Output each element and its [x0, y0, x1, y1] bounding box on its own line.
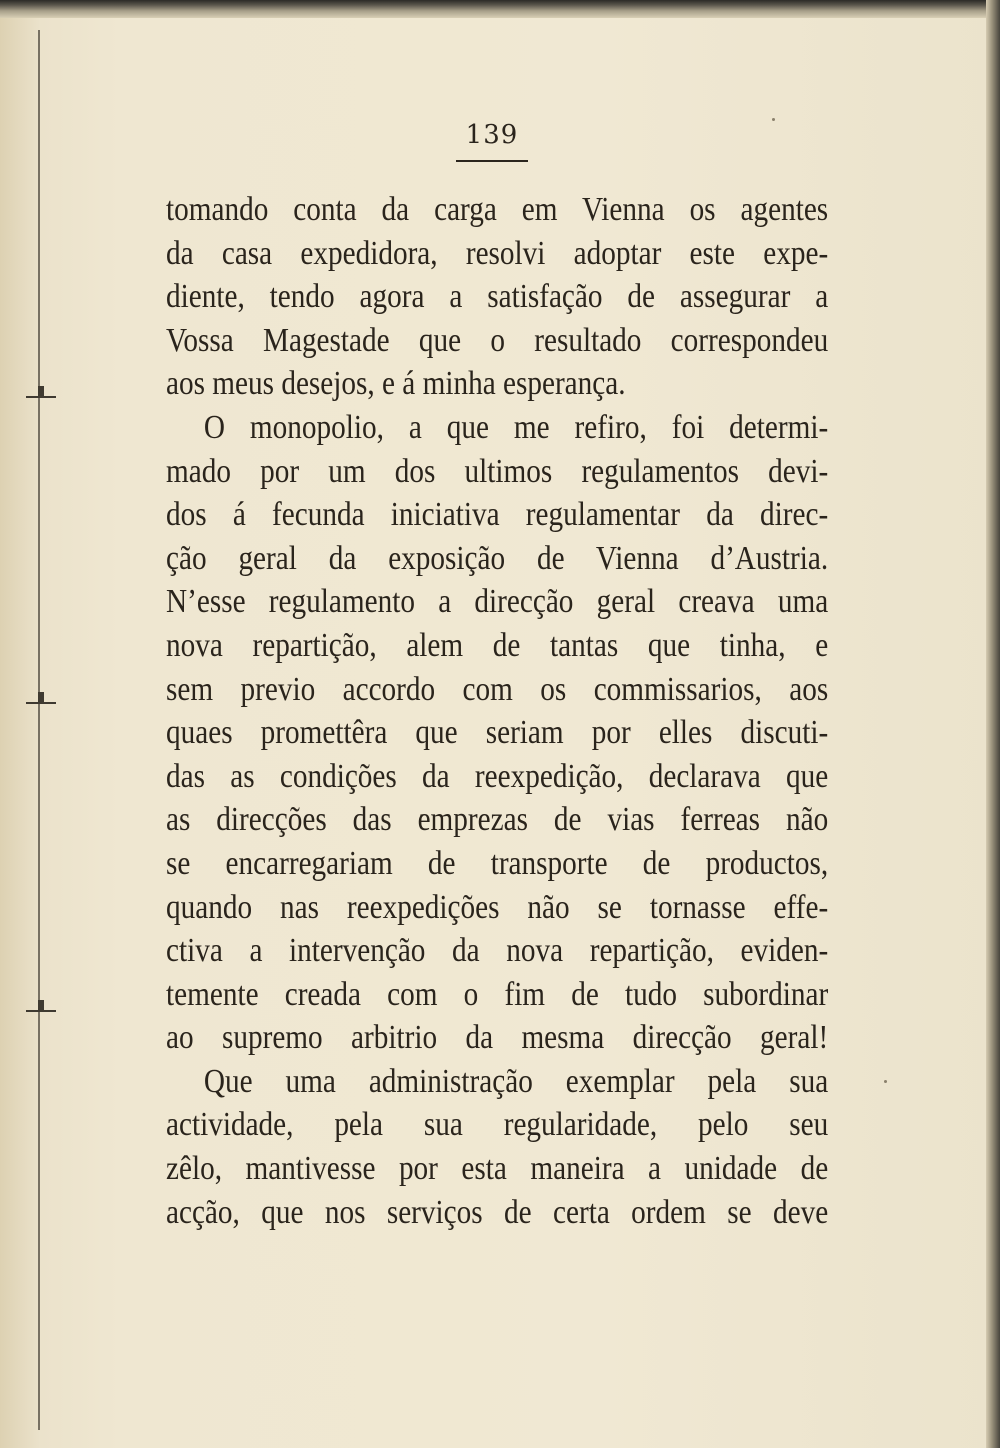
text-line: tomando conta da carga em Vienna os agentes [166, 191, 829, 228]
binding-thread-mark [26, 396, 56, 398]
text-line: dos á fecunda iniciativa regulamentar da direc- [166, 496, 829, 534]
text-line: aos meus desejos, e á minha esperança. [166, 365, 626, 403]
text-line: actividade, pela sua regularidade, pelo seu [166, 1106, 829, 1144]
text-line: ctiva a intervenção da nova repartição, eviden- [166, 932, 829, 970]
binding-thread-tick [38, 1000, 44, 1010]
text-line: temente creada com o fim de tudo subordinar [166, 975, 829, 1013]
body-text [166, 188, 828, 1234]
paper-speck [772, 118, 775, 121]
text-line: N’esse regulamento a direcção geral creava uma [166, 583, 829, 621]
text-line: quando nas reexpedições não se tornasse effe- [166, 888, 829, 926]
text-line: ção geral da exposição de Vienna d’Austria. [166, 539, 829, 577]
text-line: se encarregariam de transporte de productos, [166, 844, 829, 882]
text-line: mado por um dos ultimos regulamentos devi- [166, 452, 829, 490]
text-line: da casa expedidora, resolvi adoptar este expe- [166, 234, 829, 272]
text-line: quaes promettêra que seriam por elles discuti- [166, 714, 829, 752]
page-number-rule [456, 160, 528, 162]
binding-thread-tick [38, 386, 44, 396]
text-line: as direcções das emprezas de vias ferreas não [166, 801, 829, 839]
page-right-edge [986, 0, 1000, 1448]
binding-thread-tick [38, 692, 44, 702]
text-line: Vossa Magestade que o resultado correspondeu [166, 321, 829, 359]
text-line: acção, que nos serviços de certa ordem se deve [166, 1193, 829, 1231]
page-number: 139 [465, 120, 519, 150]
paper-speck [884, 1080, 887, 1083]
text-line: sem previo accordo com os commissarios, aos [166, 670, 829, 708]
text-line: ao supremo arbitrio da mesma direcção geral! [166, 1019, 829, 1057]
binding-thread-mark [26, 1010, 56, 1012]
binding-thread-mark [26, 702, 56, 704]
page-top-edge [0, 0, 1000, 18]
text-line: Que uma administração exemplar pela sua [203, 1062, 829, 1100]
text-line: das as condições da reexpedição, declarava que [166, 757, 829, 795]
binding-line [38, 30, 40, 1430]
text-line: nova repartição, alem de tantas que tinha, e [166, 626, 829, 664]
text-line: zêlo, mantivesse por esta maneira a unidade de [166, 1150, 829, 1188]
text-line: diente, tendo agora a satisfação de assegurar a [166, 278, 829, 316]
text-line: O monopolio, a que me refiro, foi determi- [203, 408, 829, 446]
